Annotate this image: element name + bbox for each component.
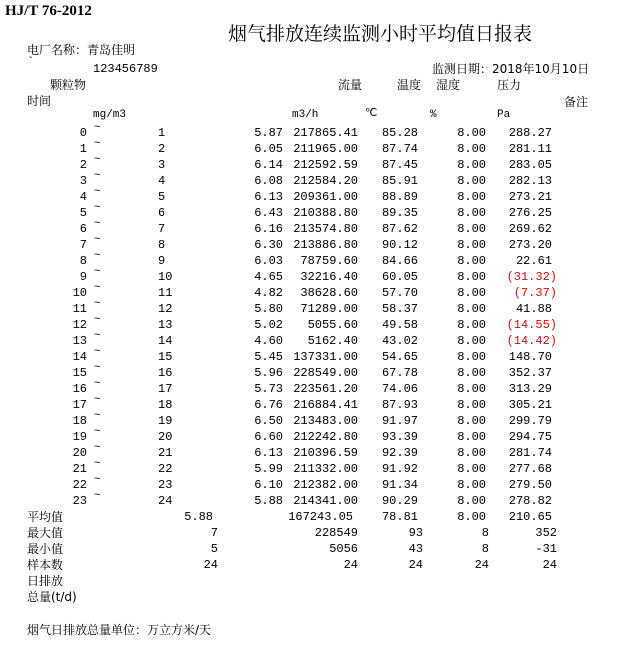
tilde: ~ [94, 170, 101, 182]
flow-value: 212584.20 [293, 174, 358, 188]
summary-label: 最小值 [27, 542, 64, 556]
hour-end: 8 [158, 238, 166, 252]
particulate-value: 6.76 [254, 398, 283, 412]
hour-end: 7 [158, 222, 166, 236]
hour-end: 23 [158, 478, 173, 492]
summary-value: 7 [210, 526, 218, 540]
temperature-value: 92.39 [381, 446, 418, 460]
particulate-value: 4.82 [254, 286, 283, 300]
humidity-value: 8.00 [457, 238, 486, 252]
temperature-value: 57.70 [381, 286, 418, 300]
hour-end: 14 [158, 334, 173, 348]
hour-end: 12 [158, 302, 173, 316]
hour-start: 20 [72, 446, 87, 460]
particulate-value: 5.99 [254, 462, 283, 476]
particulate-value: 6.30 [254, 238, 283, 252]
temperature-value: 49.58 [381, 318, 418, 332]
summary-value: 24 [343, 558, 358, 572]
pressure-value: 305.21 [508, 398, 552, 412]
header-remark: 备注 [564, 95, 589, 109]
backtick-mark: ` [27, 55, 35, 69]
particulate-value: 6.50 [254, 414, 283, 428]
tilde: ~ [94, 186, 101, 198]
hour-start: 8 [79, 254, 87, 268]
hour-end: 6 [158, 206, 166, 220]
particulate-value: 5.02 [254, 318, 283, 332]
flow-value: 32216.40 [300, 270, 358, 284]
humidity-value: 8.00 [457, 142, 486, 156]
humidity-value: 8.00 [457, 270, 486, 284]
summary-value: 8.00 [457, 510, 486, 524]
pressure-value: 22.61 [515, 254, 552, 268]
hour-start: 21 [72, 462, 87, 476]
temperature-value: 85.28 [381, 126, 418, 140]
temperature-value: 91.92 [381, 462, 418, 476]
pressure-value: 273.21 [508, 190, 552, 204]
pressure-value: 281.11 [508, 142, 552, 156]
summary-label: 最大值 [27, 526, 64, 540]
flow-value: 212592.59 [293, 158, 358, 172]
humidity-value: 8.00 [457, 286, 486, 300]
humidity-value: 8.00 [457, 254, 486, 268]
particulate-value: 6.03 [254, 254, 283, 268]
humidity-value: 8.00 [457, 446, 486, 460]
tilde: ~ [94, 266, 101, 278]
hour-end: 17 [158, 382, 173, 396]
summary-value: 93 [408, 526, 423, 540]
hour-start: 11 [72, 302, 87, 316]
unit-humidity: % [430, 109, 437, 121]
tilde: ~ [94, 474, 101, 486]
header-time: 时间 [27, 94, 52, 108]
hour-start: 9 [79, 270, 87, 284]
unit-particulate: mg/m3 [93, 109, 127, 121]
tilde: ~ [94, 378, 101, 390]
temperature-value: 87.62 [381, 222, 418, 236]
humidity-value: 8.00 [457, 430, 486, 444]
hour-start: 17 [72, 398, 87, 412]
humidity-value: 8.00 [457, 366, 486, 380]
particulate-value: 6.13 [254, 446, 283, 460]
flow-value: 71289.00 [300, 302, 358, 316]
flow-value: 209361.00 [293, 190, 358, 204]
hour-end: 1 [158, 126, 166, 140]
humidity-value: 8.00 [457, 190, 486, 204]
hour-end: 18 [158, 398, 173, 412]
standard-code: HJ/T 76-2012 [5, 3, 92, 19]
unit-pressure: Pa [497, 109, 511, 121]
summary-value: 43 [408, 542, 423, 556]
summary-value: 167243.05 [288, 510, 353, 524]
particulate-value: 5.80 [254, 302, 283, 316]
flow-value: 210396.59 [293, 446, 358, 460]
flow-value: 223561.20 [293, 382, 358, 396]
pressure-value: (31.32) [506, 270, 557, 284]
particulate-value: 5.88 [254, 494, 283, 508]
pressure-value: (14.42) [506, 334, 557, 348]
temperature-value: 87.74 [381, 142, 418, 156]
humidity-value: 8.00 [457, 478, 486, 492]
pressure-value: 277.68 [508, 462, 552, 476]
flow-value: 5162.40 [307, 334, 358, 348]
tilde: ~ [94, 330, 101, 342]
pressure-value: (7.37) [513, 286, 557, 300]
tilde: ~ [94, 218, 101, 230]
hour-start: 7 [79, 238, 87, 252]
flow-value: 213483.00 [293, 414, 358, 428]
humidity-value: 8.00 [457, 302, 486, 316]
hour-end: 24 [158, 494, 173, 508]
header-particulate: 颗粒物 [50, 78, 87, 92]
tilde: ~ [94, 154, 101, 166]
humidity-value: 8.00 [457, 334, 486, 348]
summary-label: 样本数 [27, 558, 64, 572]
tilde: ~ [94, 234, 101, 246]
hour-end: 21 [158, 446, 173, 460]
flow-value: 212382.00 [293, 478, 358, 492]
summary-value: 24 [474, 558, 489, 572]
hour-end: 13 [158, 318, 173, 332]
temperature-value: 58.37 [381, 302, 418, 316]
pressure-value: 283.05 [508, 158, 552, 172]
hour-start: 10 [72, 286, 87, 300]
particulate-value: 6.10 [254, 478, 283, 492]
header-temperature: 温度 [397, 78, 422, 92]
summary-value: 8 [481, 542, 489, 556]
tilde: ~ [94, 362, 101, 374]
temperature-value: 88.89 [381, 190, 418, 204]
summary-label: 平均值 [27, 510, 64, 524]
summary-value: 8 [481, 526, 489, 540]
temperature-value: 85.91 [381, 174, 418, 188]
humidity-value: 8.00 [457, 494, 486, 508]
particulate-value: 4.65 [254, 270, 283, 284]
hour-start: 1 [79, 142, 87, 156]
tilde: ~ [94, 298, 101, 310]
hour-start: 18 [72, 414, 87, 428]
hour-end: 3 [158, 158, 166, 172]
report-title: 烟气排放连续监测小时平均值日报表 [228, 23, 533, 45]
tilde: ~ [94, 250, 101, 262]
pressure-value: 352.37 [508, 366, 552, 380]
tilde: ~ [94, 282, 101, 294]
flow-value: 211332.00 [293, 462, 358, 476]
daily-total-unit-label: 总量(t/d) [27, 590, 77, 604]
humidity-value: 8.00 [457, 318, 486, 332]
hour-start: 13 [72, 334, 87, 348]
temperature-value: 67.78 [381, 366, 418, 380]
plant-code: 123456789 [93, 62, 158, 76]
hour-start: 12 [72, 318, 87, 332]
particulate-value: 5.87 [254, 126, 283, 140]
hour-end: 4 [158, 174, 166, 188]
flow-value: 78759.60 [300, 254, 358, 268]
humidity-value: 8.00 [457, 158, 486, 172]
summary-value: 5.88 [184, 510, 213, 524]
flow-value: 213574.80 [293, 222, 358, 236]
flow-value: 217865.41 [293, 126, 358, 140]
summary-value: 24 [408, 558, 423, 572]
tilde: ~ [94, 458, 101, 470]
header-humidity: 湿度 [436, 78, 461, 92]
humidity-value: 8.00 [457, 398, 486, 412]
summary-value: 352 [535, 526, 557, 540]
hour-start: 19 [72, 430, 87, 444]
temperature-value: 54.65 [381, 350, 418, 364]
pressure-value: 282.13 [508, 174, 552, 188]
humidity-value: 8.00 [457, 414, 486, 428]
particulate-value: 6.08 [254, 174, 283, 188]
hour-end: 19 [158, 414, 173, 428]
particulate-value: 5.73 [254, 382, 283, 396]
pressure-value: 276.25 [508, 206, 552, 220]
temperature-value: 74.06 [381, 382, 418, 396]
humidity-value: 8.00 [457, 462, 486, 476]
tilde: ~ [94, 442, 101, 454]
unit-flow: m3/h [292, 109, 319, 121]
flow-value: 212242.80 [293, 430, 358, 444]
flow-value: 211965.00 [293, 142, 358, 156]
pressure-value: 148.70 [508, 350, 552, 364]
header-flow: 流量 [338, 78, 363, 92]
hour-start: 14 [72, 350, 87, 364]
humidity-value: 8.00 [457, 174, 486, 188]
tilde: ~ [94, 394, 101, 406]
pressure-value: 269.62 [508, 222, 552, 236]
flow-value: 216884.41 [293, 398, 358, 412]
humidity-value: 8.00 [457, 126, 486, 140]
pressure-value: 294.75 [508, 430, 552, 444]
flow-value: 214341.00 [293, 494, 358, 508]
header-pressure: 压力 [497, 78, 522, 92]
hour-start: 15 [72, 366, 87, 380]
hour-start: 2 [79, 158, 87, 172]
pressure-value: 273.20 [508, 238, 552, 252]
hour-end: 15 [158, 350, 173, 364]
temperature-value: 89.35 [381, 206, 418, 220]
summary-value: 5 [210, 542, 218, 556]
temperature-value: 87.45 [381, 158, 418, 172]
unit-temperature: ℃ [365, 108, 378, 120]
daily-total-label: 日排放 [27, 574, 64, 588]
humidity-value: 8.00 [457, 382, 486, 396]
particulate-value: 6.43 [254, 206, 283, 220]
hour-start: 3 [79, 174, 87, 188]
tilde: ~ [94, 490, 101, 502]
tilde: ~ [94, 426, 101, 438]
temperature-value: 91.97 [381, 414, 418, 428]
temperature-value: 84.66 [381, 254, 418, 268]
summary-value: 24 [542, 558, 557, 572]
particulate-value: 6.05 [254, 142, 283, 156]
temperature-value: 43.02 [381, 334, 418, 348]
pressure-value: 279.50 [508, 478, 552, 492]
particulate-value: 5.96 [254, 366, 283, 380]
hour-end: 9 [158, 254, 166, 268]
flow-value: 5055.60 [307, 318, 358, 332]
flow-value: 137331.00 [293, 350, 358, 364]
tilde: ~ [94, 314, 101, 326]
flow-value: 228549.00 [293, 366, 358, 380]
hour-start: 16 [72, 382, 87, 396]
hour-end: 22 [158, 462, 173, 476]
humidity-value: 8.00 [457, 206, 486, 220]
hour-start: 22 [72, 478, 87, 492]
hour-end: 10 [158, 270, 173, 284]
hour-end: 20 [158, 430, 173, 444]
tilde: ~ [94, 410, 101, 422]
summary-value: 5056 [329, 542, 358, 556]
hour-end: 11 [158, 286, 173, 300]
tilde: ~ [94, 138, 101, 150]
hour-end: 2 [158, 142, 166, 156]
tilde: ~ [94, 122, 101, 134]
temperature-value: 91.34 [381, 478, 418, 492]
footer-note: 烟气日排放总量单位：万立方米/天 [27, 623, 212, 637]
pressure-value: (14.55) [506, 318, 557, 332]
particulate-value: 5.45 [254, 350, 283, 364]
tilde: ~ [94, 346, 101, 358]
particulate-value: 6.13 [254, 190, 283, 204]
summary-value: 24 [203, 558, 218, 572]
temperature-value: 90.12 [381, 238, 418, 252]
humidity-value: 8.00 [457, 350, 486, 364]
particulate-value: 4.60 [254, 334, 283, 348]
plant-name: 电厂名称：青岛佳明 [27, 43, 136, 57]
hour-start: 6 [79, 222, 87, 236]
flow-value: 210388.80 [293, 206, 358, 220]
flow-value: 213886.80 [293, 238, 358, 252]
hour-start: 4 [79, 190, 87, 204]
summary-value: -31 [535, 542, 557, 556]
temperature-value: 93.39 [381, 430, 418, 444]
pressure-value: 281.74 [508, 446, 552, 460]
particulate-value: 6.14 [254, 158, 283, 172]
hour-end: 5 [158, 190, 166, 204]
summary-value: 228549 [314, 526, 358, 540]
humidity-value: 8.00 [457, 222, 486, 236]
temperature-value: 87.93 [381, 398, 418, 412]
pressure-value: 278.82 [508, 494, 552, 508]
monitor-date: 监测日期：2018年10月10日 [432, 62, 590, 76]
hour-end: 16 [158, 366, 173, 380]
temperature-value: 60.05 [381, 270, 418, 284]
pressure-value: 313.29 [508, 382, 552, 396]
pressure-value: 288.27 [508, 126, 552, 140]
hour-start: 23 [72, 494, 87, 508]
particulate-value: 6.16 [254, 222, 283, 236]
summary-value: 210.65 [508, 510, 552, 524]
pressure-value: 299.79 [508, 414, 552, 428]
particulate-value: 6.60 [254, 430, 283, 444]
temperature-value: 90.29 [381, 494, 418, 508]
hour-start: 5 [79, 206, 87, 220]
pressure-value: 41.88 [515, 302, 552, 316]
summary-value: 78.81 [381, 510, 418, 524]
tilde: ~ [94, 202, 101, 214]
flow-value: 38628.60 [300, 286, 358, 300]
hour-start: 0 [79, 126, 87, 140]
